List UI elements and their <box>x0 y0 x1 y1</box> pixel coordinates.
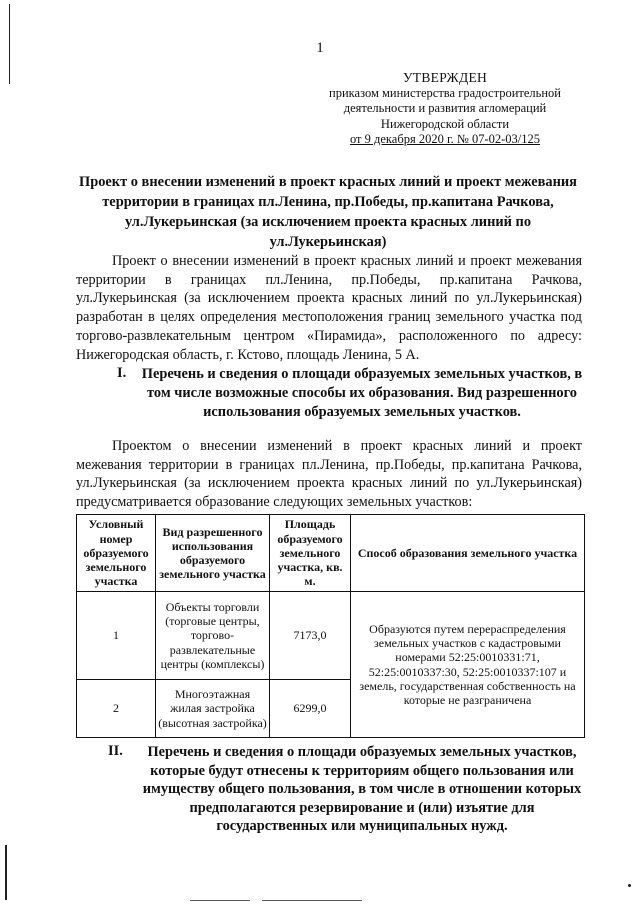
cell-plot-number: 2 <box>77 680 156 738</box>
section2-title: Перечень и сведения о площади образуемых земельных участков, которые будут отнесены к территориям общего пользования или имуществу общего пользования, в том числе в отношении которых предполагаются резервирование и (или) изъятие для государственных или муниципальных нужд. <box>142 744 582 834</box>
approval-line: деятельности и развития агломераций <box>343 101 547 115</box>
scan-bottom-line <box>262 900 362 901</box>
scan-dot <box>628 884 631 887</box>
table-header-row <box>77 515 585 592</box>
cell-plot-number: 1 <box>77 592 156 680</box>
approval-line: приказом министерства градостроительной <box>329 85 561 100</box>
section1-number: I. <box>117 365 127 381</box>
page-number: 1 <box>316 40 324 56</box>
cell-permitted-use: Объекты торговли (торговые центры, торгово-развлекательные центры (комплексы) <box>156 592 270 680</box>
cell-area: 6299,0 <box>270 680 351 738</box>
approval-heading: УТВЕРЖДЕН <box>402 70 488 85</box>
header-area: Площадь образуемого земельного участка, кв. м. <box>270 515 351 592</box>
section2-number: II. <box>108 743 123 759</box>
header-formation-method: Способ образования земельного участка <box>351 515 585 592</box>
cell-formation-method: Образуются путем перераспределения земельных участков с кадастровыми номерами 52:25:0010331:71, 52:25:0010337:30, 52:25:0010337:107 и земель, государственная собственность на которые не разграничена <box>351 592 585 738</box>
document-title: Проект о внесении изменений в проект красных линий и проект межевания территории в границах пл.Ленина, пр.Победы, пр.капитана Рачкова, ул.Лукерьинская (за исключением проекта красных линий по ул.Лукерьинская) <box>79 174 577 250</box>
intro-paragraph: Проект о внесении изменений в проект красных линий и проект межевания территории в границах пл.Ленина, пр.Победы, пр.капитана Рачкова, ул.Лукерьинская (за исключением проекта красных линий по ул.Лукерьинская) разработан в целях определения местоположения границ земельного участка под торгово-развлекательным центром «Пирамида», расположенного по адресу: Нижегородская область, г. Кстово, площадь Ленина, 5 А. <box>76 253 582 363</box>
header-permitted-use: Вид разрешенного использования образуемого земельного участка <box>156 515 270 592</box>
cell-area: 7173,0 <box>270 592 351 680</box>
scan-mark-bottom <box>5 845 7 900</box>
approval-block <box>300 70 590 148</box>
approval-date: от 9 декабря 2020 г. № 07-02-03/125 <box>349 132 541 146</box>
table-row <box>77 592 585 680</box>
cell-permitted-use: Многоэтажная жилая застройка (высотная застройка) <box>156 680 270 738</box>
land-plots-table <box>76 514 585 738</box>
scan-bottom-line <box>190 900 250 901</box>
section1-paragraph: Проектом о внесении изменений в проект красных линий и проект межевания территории в границах пл.Ленина, пр.Победы, пр.капитана Рачкова, ул.Лукерьинская (за исключением проекта красных линий по ул.Лукерьинская) предусматривается образование следующих земельных участков: <box>76 438 582 511</box>
header-plot-number: Условный номер образуемого земельного участка <box>77 515 156 592</box>
section1-title: Перечень и сведения о площади образуемых земельных участков, в том числе возможные способы их образования. Вид разрешенного использования образуемых земельных участков. <box>141 366 583 420</box>
approval-line: Нижегородской области <box>380 116 510 131</box>
